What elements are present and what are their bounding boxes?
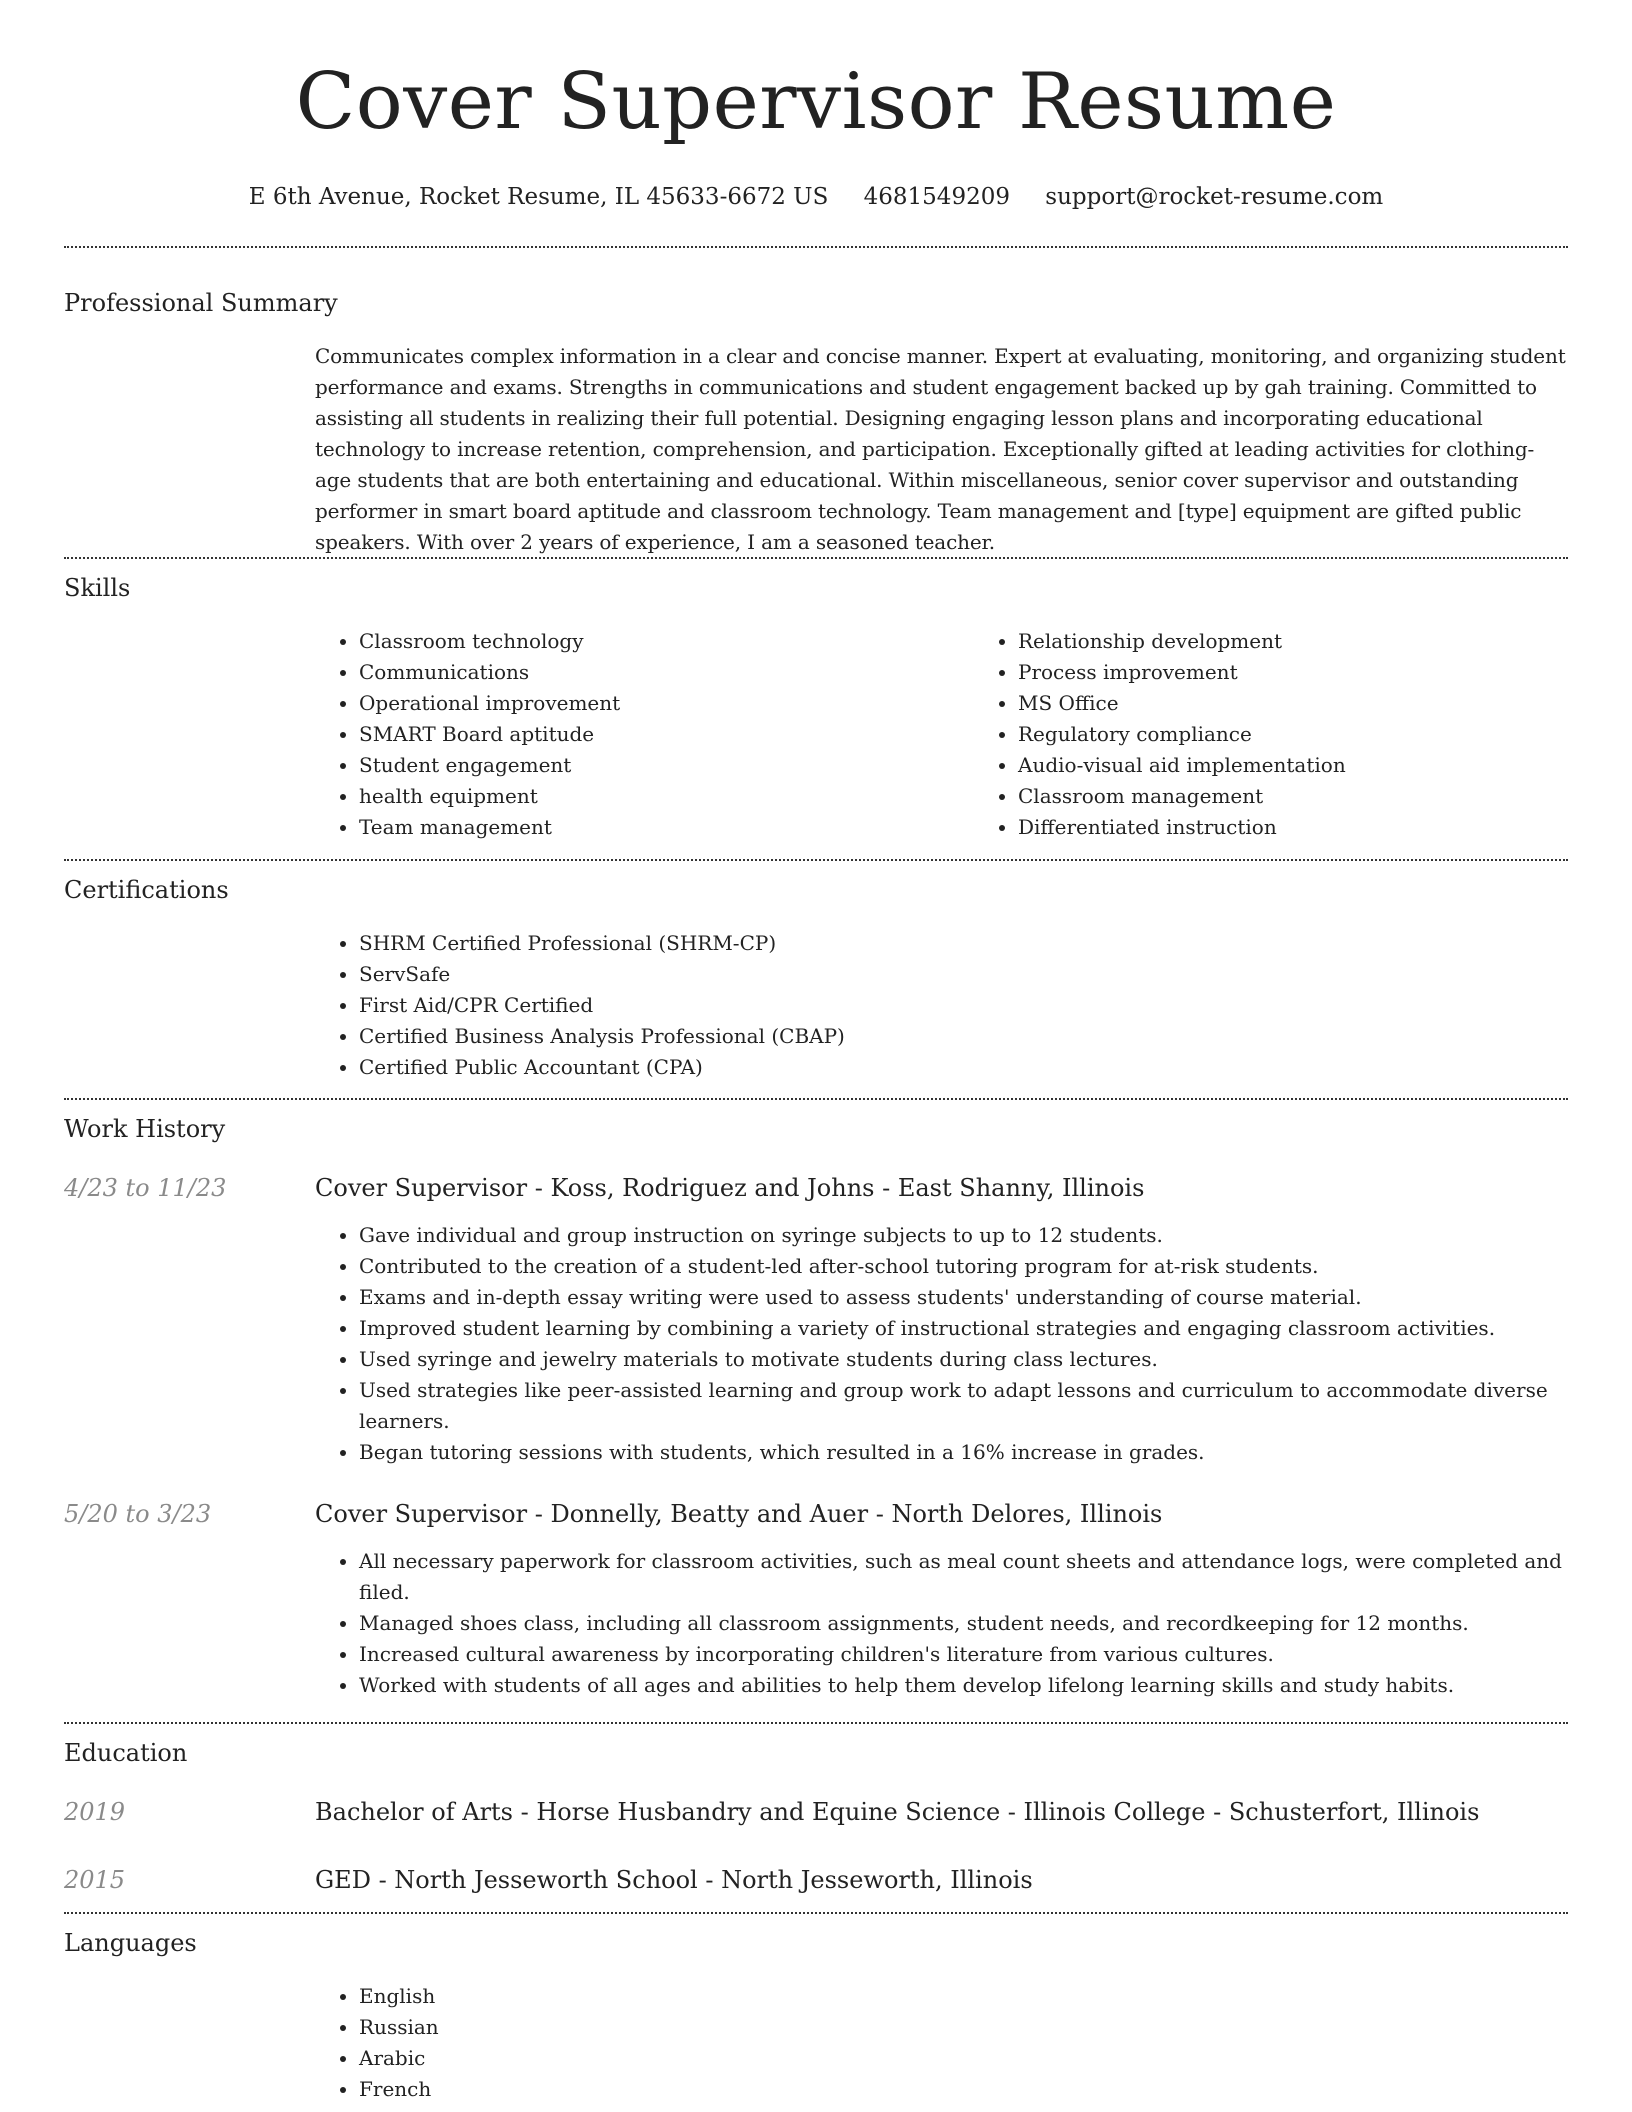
section-title-skills: Skills xyxy=(64,574,131,602)
skills-list-left xyxy=(315,626,974,843)
skill-item: • Audio-visual aid implementation xyxy=(1018,750,1632,781)
skill-item: • Classroom management xyxy=(1018,781,1632,812)
certifications-section xyxy=(64,861,1568,1098)
skill-item: • Differentiated instruction xyxy=(1018,812,1632,843)
section-title-work-history: Work History xyxy=(64,1115,226,1143)
section-title-languages: Languages xyxy=(64,1929,197,1957)
skills-section xyxy=(64,559,1568,859)
address: E 6th Avenue, Rocket Resume, IL 45633-6672 US xyxy=(248,184,829,210)
language-item: • English xyxy=(359,1981,1568,2012)
job-header xyxy=(64,1498,1568,1530)
skill-item: • Student engagement xyxy=(359,750,974,781)
job-bullet: • Exams and in-depth essay writing were used to assess students' understanding of course material. xyxy=(359,1282,1568,1313)
job-bullet: • Used strategies like peer-assisted learning and group work to adapt lessons and curriculum to accommodate diverse learners. xyxy=(359,1375,1568,1437)
education-text: Bachelor of Arts - Horse Husbandry and Equine Science - Illinois College - Schusterfort, Illinois xyxy=(315,1798,1480,1826)
summary-section xyxy=(64,248,1568,557)
skill-item: • SMART Board aptitude xyxy=(359,719,974,750)
job-entry xyxy=(64,1172,1568,1468)
phone: 4681549209 xyxy=(863,184,1010,210)
summary-text: Communicates complex information in a clear and concise manner. Expert at evaluating, monitoring, and organizing student performance and exams. Strengths in communications and student engagement backed up by gah training. Committed to assisting all students in realizing their full potential. Designing engaging lesson plans and incorporating educational technology to increase retention, comprehension, and participation. Exceptionally gifted at leading activities for clothing-age students that are both entertaining and educational. Within miscellaneous, senior cover supervisor and outstanding performer in smart board aptitude and classroom technology. Team management and [type] equipment are gifted public speakers. With over 2 years of experience, I am a seasoned teacher. xyxy=(315,344,1566,554)
certification-item: • First Aid/CPR Certified xyxy=(359,990,1568,1021)
section-title-certifications: Certifications xyxy=(64,876,229,904)
job-details xyxy=(315,1220,1568,1468)
job-bullets xyxy=(315,1220,1568,1468)
language-item: • Arabic xyxy=(359,2043,1568,2074)
job-header xyxy=(64,1172,1568,1204)
education-text: GED - North Jesseworth School - North Jesseworth, Illinois xyxy=(315,1866,1033,1894)
resume-title: Cover Supervisor Resume xyxy=(295,57,1337,147)
skills-columns xyxy=(315,626,1568,843)
skill-item: • Operational improvement xyxy=(359,688,974,719)
languages-list xyxy=(315,1981,1568,2105)
certification-item: • Certified Public Accountant (CPA) xyxy=(359,1052,1568,1083)
education-entry xyxy=(64,1864,1568,1896)
skill-item: • Process improvement xyxy=(1018,657,1632,688)
section-title-education: Education xyxy=(64,1739,188,1767)
certification-item: • ServSafe xyxy=(359,959,1568,990)
job-title: Cover Supervisor - Koss, Rodriguez and Johns - East Shanny, Illinois xyxy=(315,1174,1145,1202)
education-year: 2015 xyxy=(64,1866,126,1894)
contact-line xyxy=(64,182,1568,212)
job-bullet: • Increased cultural awareness by incorporating children's literature from various cultures. xyxy=(359,1639,1568,1670)
languages-section xyxy=(64,1914,1568,2105)
skill-item: • health equipment xyxy=(359,781,974,812)
languages-body xyxy=(315,1981,1568,2105)
certifications-body xyxy=(315,928,1568,1083)
job-bullets xyxy=(315,1546,1568,1701)
resume-page xyxy=(64,0,1568,2105)
job-dates: 5/20 to 3/23 xyxy=(64,1500,212,1528)
language-item: • Russian xyxy=(359,2012,1568,2043)
education-year: 2019 xyxy=(64,1798,126,1826)
job-bullet: • Improved student learning by combining a variety of instructional strategies and engaging classroom activities. xyxy=(359,1313,1568,1344)
job-dates: 4/23 to 11/23 xyxy=(64,1174,227,1202)
skills-list-right xyxy=(974,626,1632,843)
job-details xyxy=(315,1546,1568,1701)
skill-item: • Regulatory compliance xyxy=(1018,719,1632,750)
job-bullet: • Contributed to the creation of a student-led after-school tutoring program for at-risk students. xyxy=(359,1251,1568,1282)
skill-item: • Team management xyxy=(359,812,974,843)
job-bullet: • Worked with students of all ages and abilities to help them develop lifelong learning skills and study habits. xyxy=(359,1670,1568,1701)
job-bullet: • Managed shoes class, including all classroom assignments, student needs, and recordkeeping for 12 months. xyxy=(359,1608,1568,1639)
work-history-section xyxy=(64,1100,1568,1722)
skill-item: • Communications xyxy=(359,657,974,688)
skill-item: • Classroom technology xyxy=(359,626,974,657)
summary-body xyxy=(315,341,1568,558)
certifications-list xyxy=(315,928,1568,1083)
job-bullet: • Began tutoring sessions with students, which resulted in a 16% increase in grades. xyxy=(359,1437,1568,1468)
job-bullet: • Gave individual and group instruction on syringe subjects to up to 12 students. xyxy=(359,1220,1568,1251)
certification-item: • Certified Business Analysis Professional (CBAP) xyxy=(359,1021,1568,1052)
education-entry xyxy=(64,1796,1568,1828)
education-section xyxy=(64,1724,1568,1912)
skill-item: • MS Office xyxy=(1018,688,1632,719)
certification-item: • SHRM Certified Professional (SHRM-CP) xyxy=(359,928,1568,959)
job-bullet: • Used syringe and jewelry materials to motivate students during class lectures. xyxy=(359,1344,1568,1375)
email: support@rocket-resume.com xyxy=(1045,184,1384,210)
job-title: Cover Supervisor - Donnelly, Beatty and Auer - North Delores, Illinois xyxy=(315,1500,1163,1528)
skill-item: • Relationship development xyxy=(1018,626,1632,657)
section-title-summary: Professional Summary xyxy=(64,289,338,317)
job-bullet: • All necessary paperwork for classroom activities, such as meal count sheets and attendance logs, were completed and filed. xyxy=(359,1546,1568,1608)
language-item: • French xyxy=(359,2074,1568,2105)
job-entry xyxy=(64,1498,1568,1701)
